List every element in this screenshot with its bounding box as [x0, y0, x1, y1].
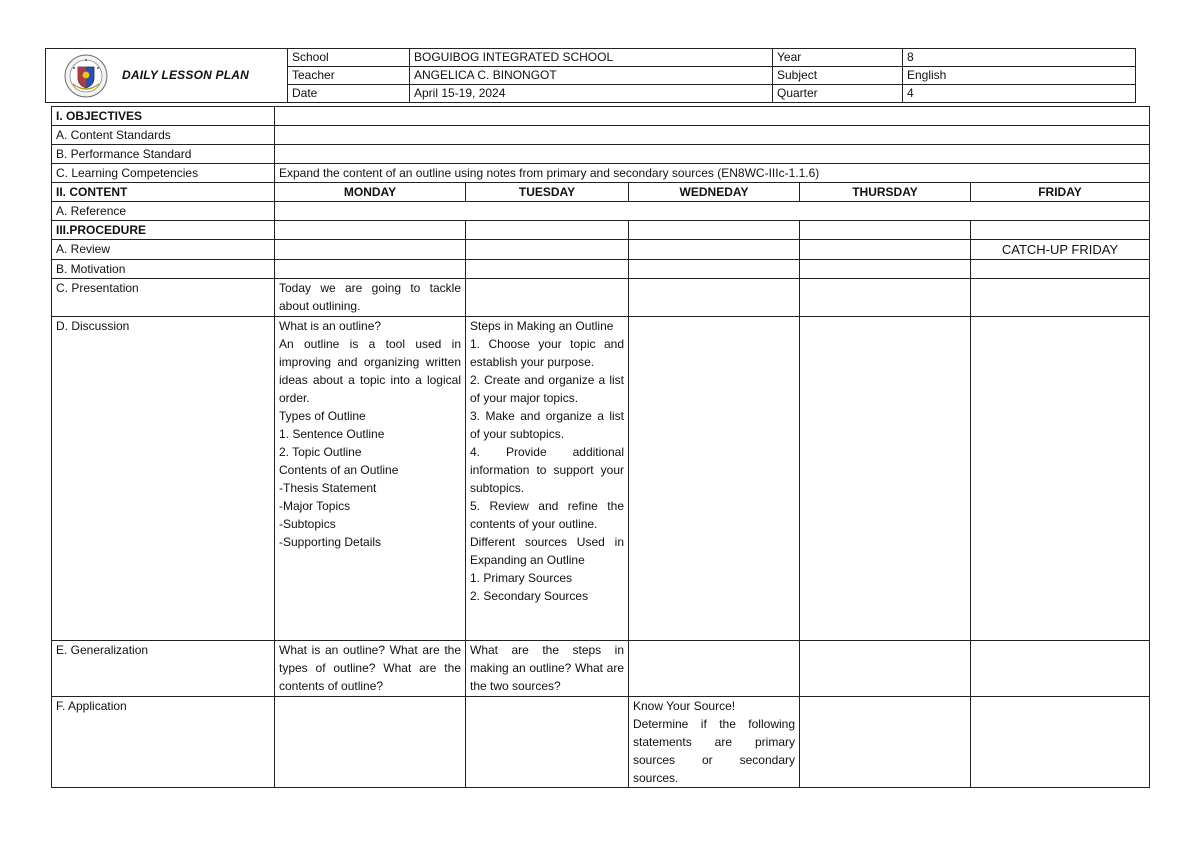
quarter-value: 4 — [903, 85, 1136, 103]
review-monday — [275, 240, 466, 260]
discussion-tuesday-source: 1. Primary Sources — [470, 571, 573, 585]
quarter-label: Quarter — [773, 85, 903, 103]
discussion-thursday — [800, 317, 971, 641]
review-thursday — [800, 240, 971, 260]
motivation-wednesday — [629, 260, 800, 279]
discussion-monday-intro: What is an outline? — [279, 319, 382, 333]
presentation-thursday — [800, 279, 971, 317]
content-heading: II. CONTENT — [52, 183, 275, 202]
discussion-monday-line: -Thesis Statement — [279, 481, 377, 495]
procedure-friday — [971, 221, 1150, 240]
content-standards-label: A. Content Standards — [52, 126, 275, 145]
application-wednesday-text: Determine if the following statements are primary sources or secondary sources. — [633, 717, 795, 785]
motivation-label: B. Motivation — [52, 260, 275, 279]
catch-up-friday: CATCH-UP FRIDAY — [971, 240, 1150, 260]
discussion-tuesday-step: 1. Choose your topic and establish your purpose. — [470, 337, 624, 369]
presentation-label: C. Presentation — [52, 279, 275, 317]
application-wednesday-title: Know Your Source! — [633, 699, 736, 713]
discussion-monday-line: -Subtopics — [279, 517, 336, 531]
review-wednesday — [629, 240, 800, 260]
discussion-tuesday-step: 4. Provide additional information to support your subtopics. — [470, 445, 624, 495]
reference-label: A. Reference — [52, 202, 275, 221]
presentation-friday — [971, 279, 1150, 317]
generalization-tuesday: What are the steps in making an outline? What are the two sources? — [466, 641, 629, 697]
review-label: A. Review — [52, 240, 275, 260]
discussion-monday-line: 1. Sentence Outline — [279, 427, 385, 441]
application-label: F. Application — [52, 697, 275, 788]
motivation-thursday — [800, 260, 971, 279]
teacher-label: Teacher — [288, 67, 410, 85]
learning-competency-text: Expand the content of an outline using notes from primary and secondary sources (EN8WC-IIIc-1.1.6) — [275, 164, 1150, 183]
learning-competencies-label: C. Learning Competencies — [52, 164, 275, 183]
discussion-monday-line: Types of Outline — [279, 409, 366, 423]
objectives-cell — [275, 107, 1150, 126]
motivation-friday — [971, 260, 1150, 279]
subject-label: Subject — [773, 67, 903, 85]
application-friday — [971, 697, 1150, 788]
day-tuesday: TUESDAY — [466, 183, 629, 202]
presentation-wednesday — [629, 279, 800, 317]
discussion-friday — [971, 317, 1150, 641]
discussion-monday-definition: An outline is a tool used in improving and organizing written ideas about a topic into a logical order. — [279, 337, 461, 405]
subject-value: English — [903, 67, 1136, 85]
lesson-plan-table — [51, 106, 1150, 788]
application-thursday — [800, 697, 971, 788]
discussion-tuesday-sources: Different sources Used in Expanding an Outline — [470, 535, 624, 567]
discussion-tuesday-step: 3. Make and organize a list of your subtopics. — [470, 409, 624, 441]
date-label: Date — [288, 85, 410, 103]
school-value: BOGUIBOG INTEGRATED SCHOOL — [410, 49, 773, 67]
application-monday — [275, 697, 466, 788]
generalization-wednesday — [629, 641, 800, 697]
discussion-tuesday-step: 2. Create and organize a list of your major topics. — [470, 373, 624, 405]
review-tuesday — [466, 240, 629, 260]
generalization-label: E. Generalization — [52, 641, 275, 697]
discussion-tuesday — [466, 317, 629, 641]
discussion-tuesday-step: 5. Review and refine the contents of your outline. — [470, 499, 624, 531]
procedure-wednesday — [629, 221, 800, 240]
discussion-monday-line: -Supporting Details — [279, 535, 382, 549]
day-thursday: THURSDAY — [800, 183, 971, 202]
deped-seal-icon — [64, 54, 108, 98]
year-value: 8 — [903, 49, 1136, 67]
application-wednesday — [629, 697, 800, 788]
presentation-monday: Today we are going to tackle about outlining. — [275, 279, 466, 317]
generalization-thursday — [800, 641, 971, 697]
motivation-tuesday — [466, 260, 629, 279]
procedure-thursday — [800, 221, 971, 240]
day-wednesday: WEDNEDAY — [629, 183, 800, 202]
generalization-monday: What is an outline? What are the types of outline? What are the contents of outline? — [275, 641, 466, 697]
procedure-tuesday — [466, 221, 629, 240]
teacher-value: ANGELICA C. BINONGOT — [410, 67, 773, 85]
discussion-tuesday-title: Steps in Making an Outline — [470, 319, 614, 333]
header-table — [45, 48, 1136, 103]
content-standards-cell — [275, 126, 1150, 145]
logo-cell — [46, 49, 288, 103]
discussion-tuesday-source: 2. Secondary Sources — [470, 589, 589, 603]
discussion-monday — [275, 317, 466, 641]
school-label: School — [288, 49, 410, 67]
document-title: DAILY LESSON PLAN — [122, 68, 249, 82]
performance-standard-label: B. Performance Standard — [52, 145, 275, 164]
generalization-friday — [971, 641, 1150, 697]
discussion-monday-line: 2. Topic Outline — [279, 445, 362, 459]
application-tuesday — [466, 697, 629, 788]
performance-standard-cell — [275, 145, 1150, 164]
discussion-wednesday — [629, 317, 800, 641]
reference-cell — [275, 202, 1150, 221]
day-monday: MONDAY — [275, 183, 466, 202]
procedure-monday — [275, 221, 466, 240]
year-label: Year — [773, 49, 903, 67]
procedure-heading: III.PROCEDURE — [52, 221, 275, 240]
discussion-monday-line: Contents of an Outline — [279, 463, 399, 477]
discussion-monday-line: -Major Topics — [279, 499, 351, 513]
day-friday: FRIDAY — [971, 183, 1150, 202]
motivation-monday — [275, 260, 466, 279]
date-value: April 15-19, 2024 — [410, 85, 773, 103]
objectives-heading: I. OBJECTIVES — [52, 107, 275, 126]
presentation-tuesday — [466, 279, 629, 317]
discussion-label: D. Discussion — [52, 317, 275, 641]
